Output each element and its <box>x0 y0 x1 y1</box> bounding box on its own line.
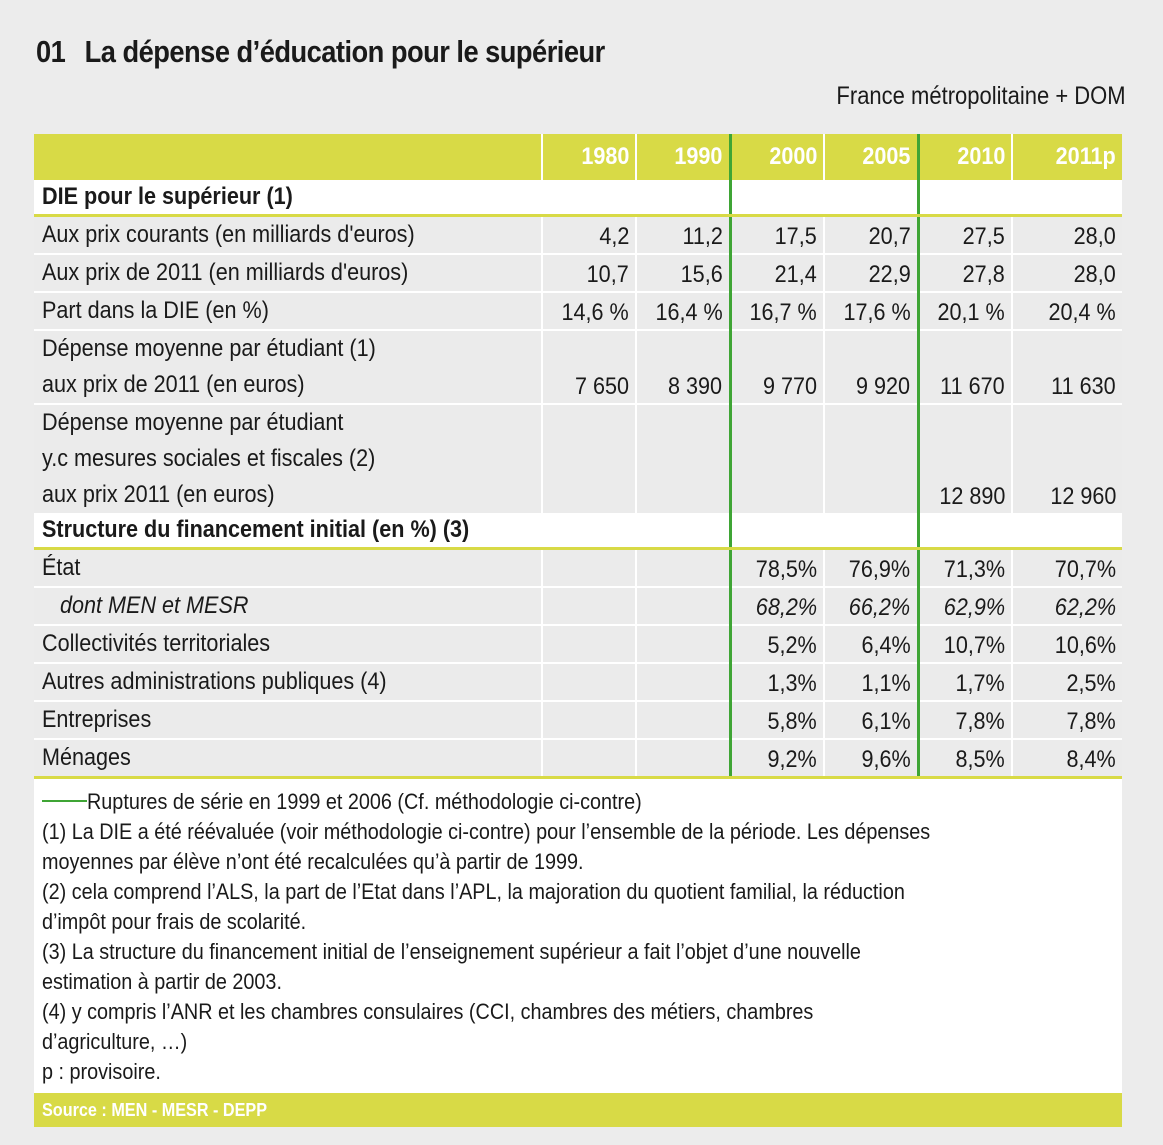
value-cell-2005: 66,2% <box>824 587 918 625</box>
table-frame <box>34 134 1122 1127</box>
value-cell-1990 <box>636 180 730 216</box>
table-row <box>34 663 1122 701</box>
value-cell-1990 <box>636 739 730 778</box>
row-label: Dépense moyenne par étudiant y.c mesures sociales et fiscales (2) aux prix 2011 (en euros) <box>34 404 542 513</box>
row-label: Structure du financement initial (en %) (3) <box>34 513 542 549</box>
value-cell-2000 <box>730 513 824 549</box>
row-label: Ménages <box>34 739 542 778</box>
value-cell-1980 <box>542 625 636 663</box>
value-cell-1980: 14,6 % <box>542 292 636 330</box>
value-cell-1980: 4,2 <box>542 216 636 255</box>
value-cell-1980 <box>542 701 636 739</box>
table-row <box>34 404 1122 513</box>
value-cell-2000: 68,2% <box>730 587 824 625</box>
value-cell-2005: 9 920 <box>824 330 918 404</box>
value-cell-1980 <box>542 404 636 513</box>
value-cell-1990 <box>636 663 730 701</box>
table-row <box>34 587 1122 625</box>
value-cell-2010: 1,7% <box>918 663 1012 701</box>
value-cell-2010: 27,5 <box>918 216 1012 255</box>
value-cell-2005: 76,9% <box>824 549 918 588</box>
note-line: (4) y compris l’ANR et les chambres consulaires (CCI, chambres des métiers, chambres <box>42 999 814 1024</box>
scope-label: France métropolitaine + DOM <box>836 82 1126 110</box>
header-row <box>34 134 1122 180</box>
value-cell-1980: 10,7 <box>542 254 636 292</box>
figure-number: 01 <box>36 34 66 69</box>
value-cell-2010: 20,1 % <box>918 292 1012 330</box>
row-label: dont MEN et MESR <box>34 587 542 625</box>
notes <box>34 779 1122 1093</box>
table-row <box>34 739 1122 778</box>
note-line: (3) La structure du financement initial de l’enseignement supérieur a fait l’objet d’une nouvelle <box>42 939 861 964</box>
value-cell-2005: 20,7 <box>824 216 918 255</box>
col-header-2005: 2005 <box>824 134 918 180</box>
value-cell-1990 <box>636 701 730 739</box>
value-cell-1980 <box>542 180 636 216</box>
row-label: Dépense moyenne par étudiant (1) aux prix de 2011 (en euros) <box>34 330 542 404</box>
section-row <box>34 513 1122 549</box>
value-cell-2011p: 11 630 <box>1012 330 1122 404</box>
value-cell-2005: 9,6% <box>824 739 918 778</box>
note-line: d’impôt pour frais de scolarité. <box>42 909 307 934</box>
section-row <box>34 180 1122 216</box>
row-label: Entreprises <box>34 701 542 739</box>
value-cell-2011p: 62,2% <box>1012 587 1122 625</box>
value-cell-2011p: 28,0 <box>1012 254 1122 292</box>
value-cell-2000: 9,2% <box>730 739 824 778</box>
value-cell-2011p: 7,8% <box>1012 701 1122 739</box>
value-cell-2010 <box>918 180 1012 216</box>
value-cell-2010: 11 670 <box>918 330 1012 404</box>
value-cell-2000: 9 770 <box>730 330 824 404</box>
value-cell-2011p: 70,7% <box>1012 549 1122 588</box>
value-cell-1990: 8 390 <box>636 330 730 404</box>
value-cell-2010: 10,7% <box>918 625 1012 663</box>
table-row <box>34 292 1122 330</box>
value-cell-1990 <box>636 587 730 625</box>
value-cell-2000: 1,3% <box>730 663 824 701</box>
value-cell-2000: 78,5% <box>730 549 824 588</box>
value-cell-2005: 6,4% <box>824 625 918 663</box>
header-label-cell <box>34 134 542 180</box>
table-row <box>34 330 1122 404</box>
value-cell-1980 <box>542 587 636 625</box>
value-cell-1980 <box>542 513 636 549</box>
value-cell-2005 <box>824 404 918 513</box>
value-cell-2011p: 2,5% <box>1012 663 1122 701</box>
value-cell-2005: 17,6 % <box>824 292 918 330</box>
value-cell-2011p: 10,6% <box>1012 625 1122 663</box>
row-label: Aux prix de 2011 (en milliards d'euros) <box>34 254 542 292</box>
value-cell-1980 <box>542 549 636 588</box>
row-label: Aux prix courants (en milliards d'euros) <box>34 216 542 255</box>
value-cell-1990: 11,2 <box>636 216 730 255</box>
series-break-legend-swatch <box>42 800 87 802</box>
row-label: DIE pour le supérieur (1) <box>34 180 542 216</box>
value-cell-2000: 17,5 <box>730 216 824 255</box>
value-cell-2010: 7,8% <box>918 701 1012 739</box>
value-cell-1990 <box>636 404 730 513</box>
note-line: d’agriculture, …) <box>42 1029 188 1054</box>
value-cell-1990 <box>636 625 730 663</box>
row-label: État <box>34 549 542 588</box>
value-cell-2010: 12 890 <box>918 404 1012 513</box>
table-row <box>34 625 1122 663</box>
value-cell-1980 <box>542 663 636 701</box>
col-header-1990: 1990 <box>636 134 730 180</box>
col-header-1980: 1980 <box>542 134 636 180</box>
value-cell-2010: 71,3% <box>918 549 1012 588</box>
data-table <box>34 134 1122 779</box>
value-cell-2010 <box>918 513 1012 549</box>
value-cell-2010: 62,9% <box>918 587 1012 625</box>
value-cell-2005: 6,1% <box>824 701 918 739</box>
value-cell-2005 <box>824 180 918 216</box>
note-line: moyennes par élève n’ont été recalculées qu’à partir de 1999. <box>42 849 584 874</box>
figure-title: La dépense d’éducation pour le supérieur <box>84 34 605 69</box>
row-label: Part dans la DIE (en %) <box>34 292 542 330</box>
value-cell-2000: 5,2% <box>730 625 824 663</box>
value-cell-2000: 21,4 <box>730 254 824 292</box>
value-cell-2010: 27,8 <box>918 254 1012 292</box>
source-text: Source : MEN - MESR - DEPP <box>42 1100 268 1120</box>
table-row <box>34 701 1122 739</box>
value-cell-2000 <box>730 404 824 513</box>
value-cell-2005 <box>824 513 918 549</box>
value-cell-2011p: 20,4 % <box>1012 292 1122 330</box>
value-cell-1990 <box>636 513 730 549</box>
row-label: Collectivités territoriales <box>34 625 542 663</box>
value-cell-1980: 7 650 <box>542 330 636 404</box>
value-cell-1990 <box>636 549 730 588</box>
value-cell-2011p: 8,4% <box>1012 739 1122 778</box>
value-cell-2000 <box>730 180 824 216</box>
note-line: estimation à partir de 2003. <box>42 969 282 994</box>
note-line: p : provisoire. <box>42 1059 161 1084</box>
value-cell-1980 <box>542 739 636 778</box>
value-cell-2005: 1,1% <box>824 663 918 701</box>
value-cell-2000: 16,7 % <box>730 292 824 330</box>
value-cell-2000: 5,8% <box>730 701 824 739</box>
row-label: Autres administrations publiques (4) <box>34 663 542 701</box>
value-cell-2010: 8,5% <box>918 739 1012 778</box>
note-line: (1) La DIE a été réévaluée (voir méthodologie ci-contre) pour l’ensemble de la période. Les dépenses <box>42 819 931 844</box>
value-cell-2011p <box>1012 180 1122 216</box>
page-title <box>36 34 605 70</box>
col-header-2011p: 2011p <box>1012 134 1122 180</box>
col-header-2000: 2000 <box>730 134 824 180</box>
value-cell-1990: 16,4 % <box>636 292 730 330</box>
source-bar <box>34 1093 1122 1127</box>
value-cell-2011p <box>1012 513 1122 549</box>
note-line: (2) cela comprend l’ALS, la part de l’Etat dans l’APL, la majoration du quotient familial, la réduction <box>42 879 905 904</box>
value-cell-1990: 15,6 <box>636 254 730 292</box>
col-header-2010: 2010 <box>918 134 1012 180</box>
value-cell-2011p: 28,0 <box>1012 216 1122 255</box>
table-row <box>34 549 1122 588</box>
table-row <box>34 216 1122 255</box>
table-row <box>34 254 1122 292</box>
value-cell-2011p: 12 960 <box>1012 404 1122 513</box>
value-cell-2005: 22,9 <box>824 254 918 292</box>
legend-note: Ruptures de série en 1999 et 2006 (Cf. méthodologie ci-contre) <box>42 787 1104 817</box>
